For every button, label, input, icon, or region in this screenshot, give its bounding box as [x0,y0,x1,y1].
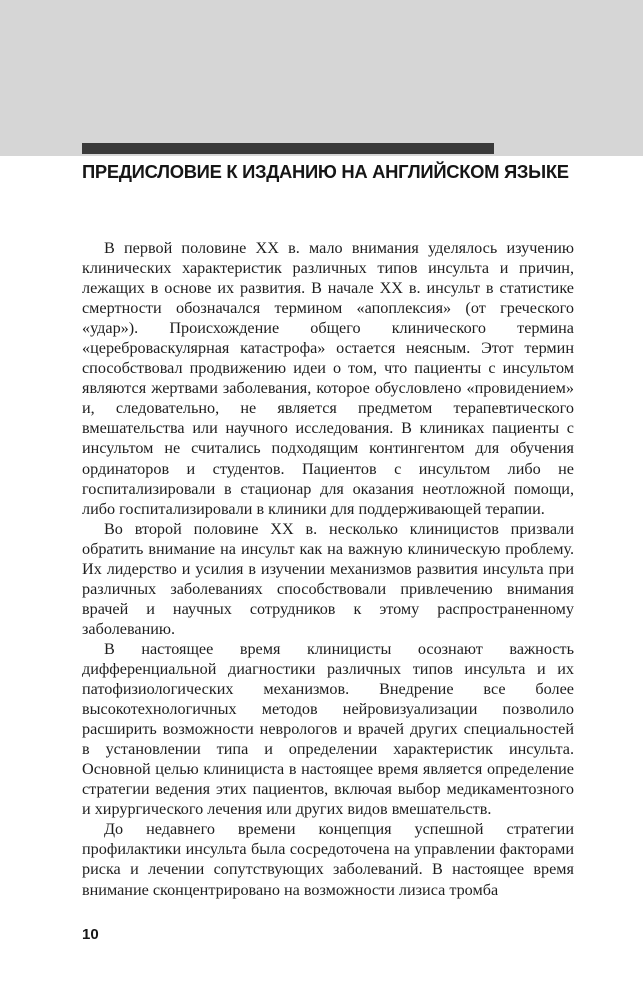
paragraph-1: В первой половине XX в. мало внимания уделялось изучению клинических характеристик различных типов инсульта и причин, лежащих в основе их развития. В начале XX в. инсульт в статистике смертности обозначался термином «апоплексия» (от греческого «удар»). Происхождение общего клинического термина «цереброваскулярная катастрофа» остается неясным. Этот термин способствовал продвижению идеи о том, что пациенты с инсультом являются жертвами заболевания, которое обусловлено «провидением» и, следовательно, не является предметом терапевтического вмешательства или научного исследования. В клиниках пациенты с инсультом не считались подходящим контингентом для обучения ординаторов и студентов. Пациентов с инсультом либо не госпитализировали в стационар для оказания неотложной помощи, либо госпитализировали в клиники для поддерживающей терапии. [82,239,574,518]
page-number: 10 [82,926,99,943]
paragraph-3: В настоящее время клиницисты осознают важность дифференциальной диагностики различных типов инсульта и их патофизиологических механизмов. Внедрение все более высокотехнологичных методов нейровизуализации позволило расширить возможности неврологов и врачей других специальностей в установлении типа и определении характеристик инсульта. Основной целью клинициста в настоящее время является определение стратегии ведения этих пациентов, включая выбор медикаментозного и хирургического лечения или других видов вмешательств. [82,639,574,819]
paragraph-2: Во второй половине XX в. несколько клиницистов призвали обратить внимание на инсульт как на важную клиническую проблему. Их лидерство и усилия в изучении механизмов развития инсульта при различных заболеваниях способствовали привлечению внимания врачей и научных сотрудников к этому распространенному заболеванию. [82,519,574,638]
paragraph-4: До недавнего времени концепция успешной стратегии профилактики инсульта была сосредоточена на управлении факторами риска и лечении сопутствующих заболеваний. В настоящее время внимание сконцентрировано на возможности лизиса тромба [82,820,574,899]
header-gray-band [0,0,643,156]
page-title: ПРЕДИСЛОВИЕ К ИЗДАНИЮ НА АНГЛИЙСКОМ ЯЗЫКЕ [82,161,569,182]
body-text [82,238,574,900]
heading-rule [82,143,494,154]
